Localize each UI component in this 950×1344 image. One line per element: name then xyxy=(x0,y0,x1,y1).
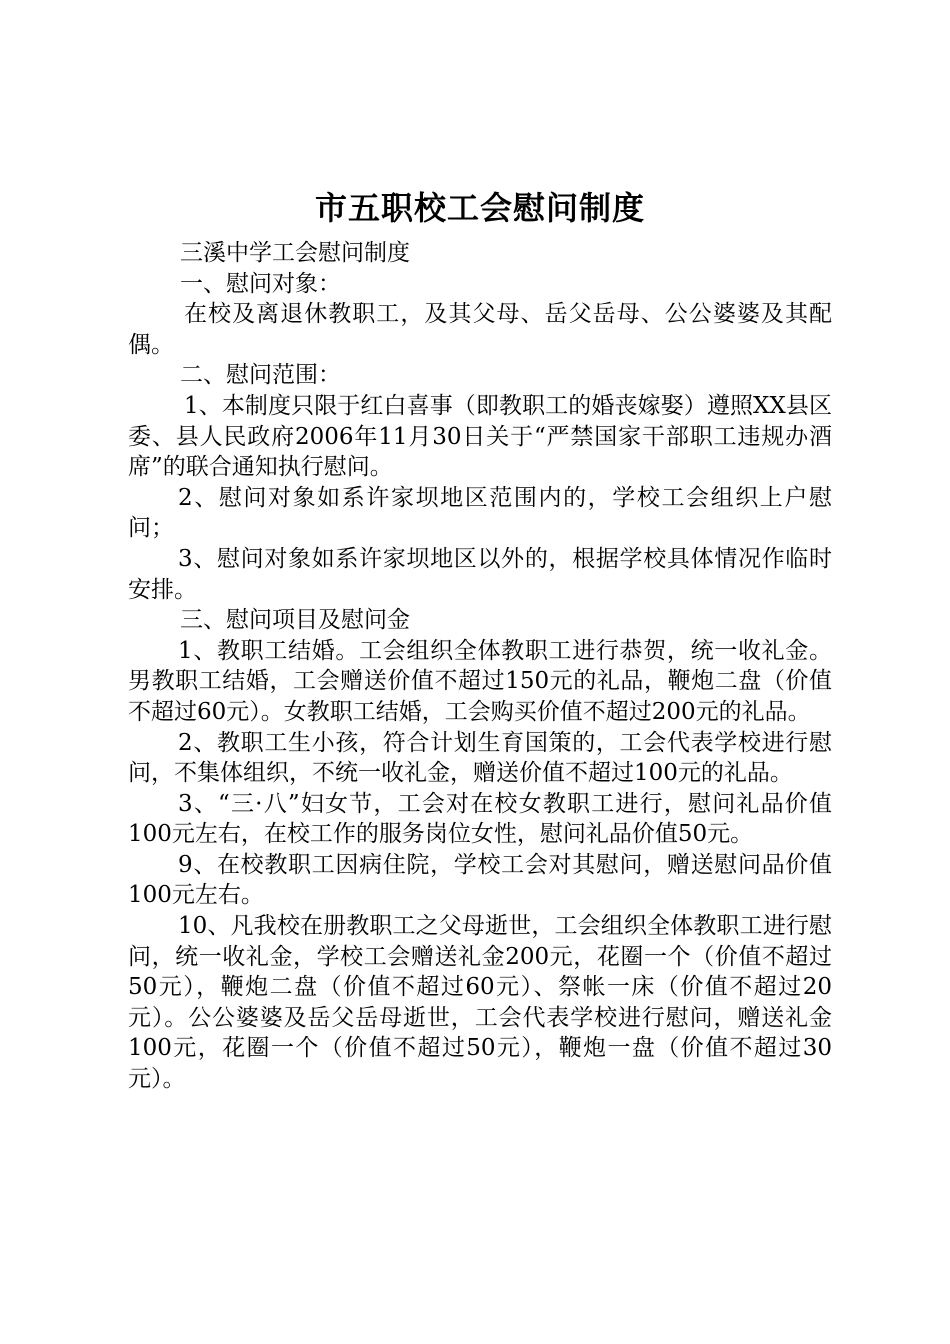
section-heading-3: 三、慰问项目及慰问金 xyxy=(180,607,410,634)
paragraph: 3、“三·八”妇女节，工会对在校女教职工进行，慰问礼品价值100元左右，在校工作的服务岗位女性，慰问礼品价值50元。 xyxy=(128,790,832,848)
document-title: 市五职校工会慰问制度 xyxy=(314,189,645,227)
paragraph: 1、教职工结婚。工会组织全体教职工进行恭贺，统一收礼金。男教职工结婚，工会赠送价值不超过150元的礼品，鞭炮二盘（价值不超过60元）。女教职工结婚，工会购买价值不超过200元的礼品。 xyxy=(128,637,832,725)
document-body xyxy=(128,238,832,1095)
paragraph: 在校及离退休教职工，及其父母、岳父岳母、公公婆婆及其配偶。 xyxy=(128,301,832,358)
section-heading-2: 二、慰问范围： xyxy=(180,362,341,389)
paragraph: 1、本制度只限于红白喜事（即教职工的婚丧嫁娶）遵照XX县区委、县人民政府2006年11月30日关于“严禁国家干部职工违规办酒席”的联合通知执行慰问。 xyxy=(128,392,832,481)
paragraph-subtitle: 三溪中学工会慰问制度 xyxy=(180,240,410,266)
paragraph: 2、慰问对象如系许家坝地区范围内的，学校工会组织上户慰问； xyxy=(128,484,832,542)
paragraph: 9、在校教职工因病住院，学校工会对其慰问，赠送慰问品价值100元左右。 xyxy=(128,851,832,909)
paragraph: 10、凡我校在册教职工之父母逝世，工会组织全体教职工进行慰问，统一收礼金，学校工会赠送礼金200元，花圈一个（价值不超过50元），鞭炮二盘（价值不超过60元）、祭帐一床（价值不超过20元）。公公婆婆及岳父岳母逝世，工会代表学校进行慰问，赠送礼金100元，花圈一个（价值不超过50元），鞭炮一盘（价值不超过30元）。 xyxy=(128,913,832,1093)
paragraph: 2、教职工生小孩，符合计划生育国策的，工会代表学校进行慰问，不集体组织，不统一收礼金，赠送价值不超过100元的礼品。 xyxy=(128,729,832,787)
section-heading-1: 一、慰问对象： xyxy=(180,270,341,297)
paragraph: 3、慰问对象如系许家坝地区以外的，根据学校具体情况作临时安排。 xyxy=(128,545,832,603)
